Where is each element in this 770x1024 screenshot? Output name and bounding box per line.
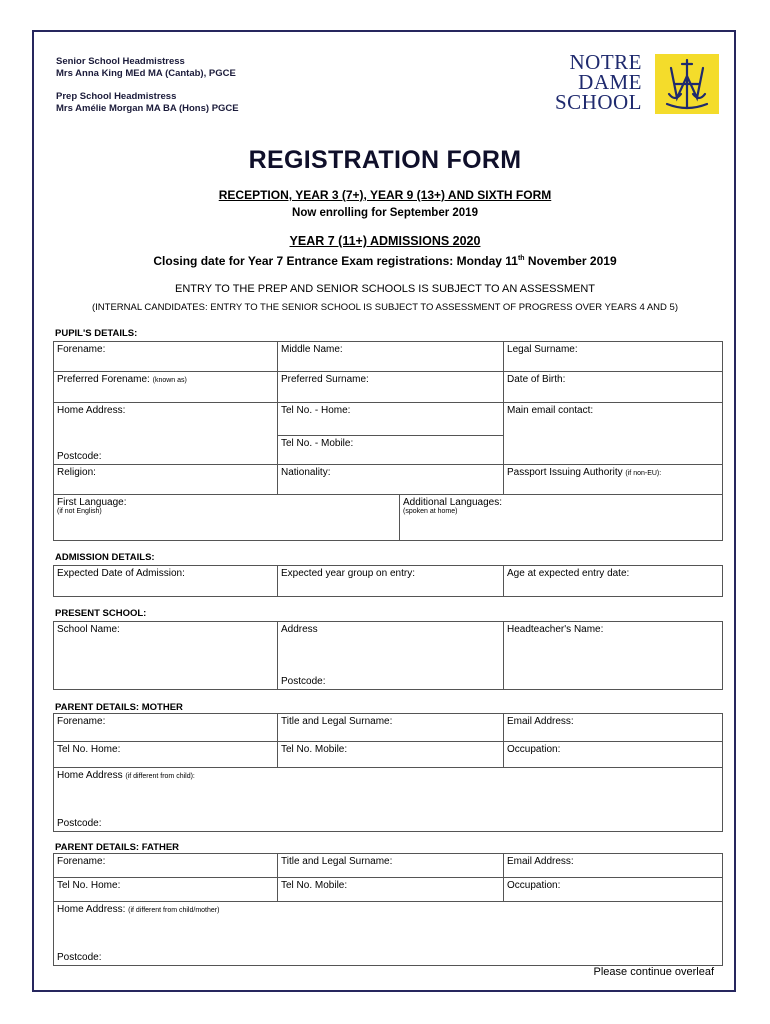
- mother-home-note: (if different from child):: [125, 773, 195, 780]
- mother-postcode-label: Postcode:: [57, 818, 102, 829]
- year7-admissions-line: YEAR 7 (11+) ADMISSIONS 2020: [289, 234, 481, 248]
- father-title-surname-field[interactable]: Title and Legal Surname:: [278, 854, 504, 878]
- father-postcode-label: Postcode:: [57, 952, 102, 963]
- pupil-first-language-field[interactable]: First Language: (if not English): [54, 495, 400, 541]
- father-home-note: (if different from child/mother): [128, 907, 220, 914]
- pupil-details-table: [53, 341, 723, 541]
- pupil-additional-languages-field[interactable]: Additional Languages: (spoken at home): [400, 495, 723, 541]
- pupil-legal-surname-field[interactable]: Legal Surname:: [504, 342, 723, 372]
- expected-year-group-field[interactable]: Expected year group on entry:: [278, 566, 504, 597]
- additional-languages-note: (spoken at home): [403, 508, 458, 515]
- mother-details-heading: PARENT DETAILS: MOTHER: [55, 702, 183, 713]
- present-school-heading: PRESENT SCHOOL:: [55, 608, 147, 619]
- expected-admission-date-field[interactable]: Expected Date of Admission:: [54, 566, 278, 597]
- mother-forename-field[interactable]: Forename:: [54, 714, 278, 742]
- age-at-entry-field[interactable]: Age at expected entry date:: [504, 566, 723, 597]
- school-logo-text: [530, 52, 642, 112]
- pupil-nationality-field[interactable]: Nationality:: [278, 465, 504, 495]
- logo-line-2: DAME: [578, 70, 642, 94]
- pupil-tel-mobile-field[interactable]: Tel No. - Mobile:: [278, 436, 504, 465]
- father-tel-mobile-field[interactable]: Tel No. Mobile:: [278, 878, 504, 902]
- pupil-tel-home-field[interactable]: Tel No. - Home:: [278, 403, 504, 436]
- nd-monogram-crest-icon: [655, 54, 719, 114]
- father-occupation-field[interactable]: Occupation:: [504, 878, 723, 902]
- mother-home-address-field[interactable]: Home Address (if different from child): Postcode:: [54, 768, 723, 832]
- present-school-address-field[interactable]: Address Postcode:: [278, 622, 504, 690]
- continue-overleaf-note: Please continue overleaf: [593, 966, 714, 978]
- admission-details-table: [53, 565, 723, 597]
- logo-line-1: NOTRE: [569, 50, 642, 74]
- father-details-heading: PARENT DETAILS: FATHER: [55, 842, 180, 853]
- senior-head-title: Senior School Headmistress: [56, 56, 185, 67]
- father-tel-home-field[interactable]: Tel No. Home:: [54, 878, 278, 902]
- admission-details-heading: ADMISSION DETAILS:: [55, 552, 155, 563]
- pupil-middle-name-field[interactable]: Middle Name:: [278, 342, 504, 372]
- present-school-table: [53, 621, 723, 690]
- internal-candidates-line: (INTERNAL CANDIDATES: ENTRY TO THE SENIOR SCHOOL IS SUBJECT TO ASSESSMENT OF PROGRESS OVER YEARS 4 AND 5): [92, 302, 678, 313]
- mother-email-field[interactable]: Email Address:: [504, 714, 723, 742]
- mother-details-table: [53, 713, 723, 832]
- present-school-name-field[interactable]: School Name:: [54, 622, 278, 690]
- senior-head-name: Mrs Anna King MEd MA (Cantab), PGCE: [56, 68, 236, 79]
- pupil-details-heading: PUPIL'S DETAILS:: [55, 328, 138, 339]
- known-as-note: (known as): [152, 377, 187, 384]
- closing-date-line: [0, 254, 770, 268]
- mother-title-surname-field[interactable]: Title and Legal Surname:: [278, 714, 504, 742]
- assessment-line: ENTRY TO THE PREP AND SENIOR SCHOOLS IS SUBJECT TO AN ASSESSMENT: [175, 283, 595, 295]
- prep-head-name: Mrs Amélie Morgan MA BA (Hons) PGCE: [56, 103, 239, 114]
- pupil-religion-field[interactable]: Religion:: [54, 465, 278, 495]
- pupil-dob-field[interactable]: Date of Birth:: [504, 372, 723, 403]
- father-forename-field[interactable]: Forename:: [54, 854, 278, 878]
- first-language-note: (if not English): [57, 508, 102, 515]
- reception-years-line: RECEPTION, YEAR 3 (7+), YEAR 9 (13+) AND SIXTH FORM: [218, 188, 552, 202]
- closing-date-sup: th: [517, 255, 525, 262]
- form-title: REGISTRATION FORM: [248, 146, 522, 174]
- passport-note: (if non-EU):: [625, 470, 662, 477]
- closing-date-text: Closing date for Year 7 Entrance Exam registrations: Monday 11: [153, 254, 518, 268]
- pupil-home-address-field[interactable]: Home Address: Postcode:: [54, 403, 278, 465]
- pupil-forename-field[interactable]: Forename:: [54, 342, 278, 372]
- enrolling-line: Now enrolling for September 2019: [292, 207, 478, 219]
- pupil-passport-authority-field[interactable]: Passport Issuing Authority (if non-EU):: [504, 465, 723, 495]
- pupil-preferred-forename-field[interactable]: Preferred Forename: (known as): [54, 372, 278, 403]
- pupil-main-email-field[interactable]: Main email contact:: [504, 403, 723, 465]
- closing-date-end: November 2019: [524, 254, 617, 268]
- headteacher-name-field[interactable]: Headteacher's Name:: [504, 622, 723, 690]
- present-school-postcode-label: Postcode:: [281, 676, 326, 687]
- mother-occupation-field[interactable]: Occupation:: [504, 742, 723, 768]
- father-home-address-field[interactable]: Home Address: (if different from child/mother) Postcode:: [54, 902, 723, 966]
- prep-head-title: Prep School Headmistress: [56, 91, 177, 102]
- logo-line-3: SCHOOL: [554, 90, 642, 114]
- father-details-table: [53, 853, 723, 966]
- father-email-field[interactable]: Email Address:: [504, 854, 723, 878]
- mother-tel-home-field[interactable]: Tel No. Home:: [54, 742, 278, 768]
- staff-block: [56, 56, 239, 115]
- pupil-postcode-label: Postcode:: [57, 451, 102, 462]
- pupil-preferred-surname-field[interactable]: Preferred Surname:: [278, 372, 504, 403]
- mother-tel-mobile-field[interactable]: Tel No. Mobile:: [278, 742, 504, 768]
